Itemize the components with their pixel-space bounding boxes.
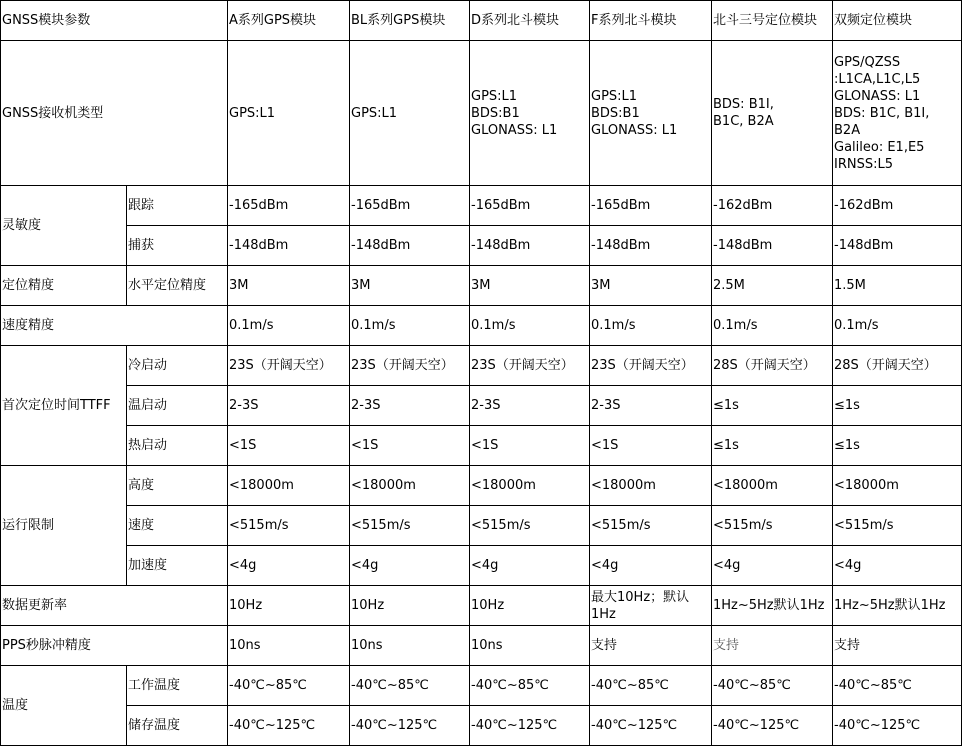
horizontal-accuracy-value: 3M [350,266,470,306]
storage-temp-value: -40℃~125℃ [350,706,470,746]
header-param-label: GNSS模块参数 [1,1,228,41]
cold-start-label: 冷启动 [127,346,228,386]
hot-start-value: <1S [470,426,590,466]
update-rate-value: 10Hz [470,586,590,626]
header-col-f: F系列北斗模块 [590,1,712,41]
acquisition-value: -148dBm [350,226,470,266]
limits-altitude-row [1,466,962,506]
hot-start-value: ≤1s [833,426,962,466]
storage-temp-value: -40℃~125℃ [228,706,350,746]
horizontal-accuracy-value: 2.5M [712,266,833,306]
altitude-value: <18000m [833,466,962,506]
storage-temp-value: -40℃~125℃ [833,706,962,746]
storage-temp-value: -40℃~125℃ [470,706,590,746]
cold-start-value: 23S（开阔天空） [228,346,350,386]
altitude-value: <18000m [350,466,470,506]
update-rate-value: 1Hz~5Hz默认1Hz [712,586,833,626]
speed-value: <515m/s [470,506,590,546]
horizontal-accuracy-value: 3M [228,266,350,306]
horizontal-accuracy-value: 3M [470,266,590,306]
speed-value: <515m/s [590,506,712,546]
limits-label: 运行限制 [1,466,127,586]
altitude-label: 高度 [127,466,228,506]
velocity-accuracy-value: 0.1m/s [590,306,712,346]
speed-value: <515m/s [712,506,833,546]
sensitivity-acquisition-row [1,226,962,266]
velocity-accuracy-value: 0.1m/s [470,306,590,346]
pps-value: 10ns [350,626,470,666]
acceleration-value: <4g [590,546,712,586]
storage-temp-value: -40℃~125℃ [590,706,712,746]
cold-start-value: 23S（开阔天空） [350,346,470,386]
speed-value: <515m/s [350,506,470,546]
acceleration-value: <4g [350,546,470,586]
acquisition-value: -148dBm [228,226,350,266]
acceleration-label: 加速度 [127,546,228,586]
temperature-storage-row [1,706,962,746]
operating-temp-value: -40℃~85℃ [590,666,712,706]
header-col-bds3: 北斗三号定位模块 [712,1,833,41]
velocity-accuracy-value: 0.1m/s [712,306,833,346]
hot-start-label: 热启动 [127,426,228,466]
update-rate-row [1,586,962,626]
storage-temp-value: -40℃~125℃ [712,706,833,746]
warm-start-value: 2-3S [350,386,470,426]
temperature-label: 温度 [1,666,127,746]
receiver-type-value: GPS/QZSS :L1CA,L1C,L5 GLONASS: L1 BDS: B1C, B1I, B2A Galileo: E1,E5 IRNSS:L5 [833,41,962,186]
pps-value: 支持 [590,626,712,666]
update-rate-value: 最大10Hz；默认 1Hz [590,586,712,626]
speed-label: 速度 [127,506,228,546]
horizontal-accuracy-value: 3M [590,266,712,306]
pps-value: 支持 [833,626,962,666]
warm-start-value: ≤1s [712,386,833,426]
cold-start-value: 28S（开阔天空） [712,346,833,386]
warm-start-value: ≤1s [833,386,962,426]
limits-acceleration-row [1,546,962,586]
acquisition-value: -148dBm [590,226,712,266]
ttff-cold-row [1,346,962,386]
velocity-accuracy-value: 0.1m/s [228,306,350,346]
cold-start-value: 23S（开阔天空） [470,346,590,386]
ttff-label: 首次定位时间TTFF [1,346,127,466]
temperature-operating-row [1,666,962,706]
warm-start-label: 温启动 [127,386,228,426]
receiver-type-row [1,41,962,186]
tracking-value: -165dBm [228,186,350,226]
altitude-value: <18000m [470,466,590,506]
hot-start-value: <1S [350,426,470,466]
altitude-value: <18000m [228,466,350,506]
acquisition-value: -148dBm [712,226,833,266]
hot-start-value: <1S [228,426,350,466]
ttff-warm-row [1,386,962,426]
warm-start-value: 2-3S [470,386,590,426]
sensitivity-label: 灵敏度 [1,186,127,266]
acceleration-value: <4g [712,546,833,586]
tracking-value: -162dBm [833,186,962,226]
update-rate-value: 10Hz [350,586,470,626]
altitude-value: <18000m [712,466,833,506]
pps-value: 10ns [228,626,350,666]
operating-temp-value: -40℃~85℃ [228,666,350,706]
header-col-bl: BL系列GPS模块 [350,1,470,41]
header-col-d: D系列北斗模块 [470,1,590,41]
receiver-type-value: GPS:L1 [228,41,350,186]
velocity-accuracy-value: 0.1m/s [350,306,470,346]
operating-temp-value: -40℃~85℃ [833,666,962,706]
hot-start-value: <1S [590,426,712,466]
accuracy-label: 定位精度 [1,266,127,306]
acquisition-value: -148dBm [470,226,590,266]
header-col-dual: 双频定位模块 [833,1,962,41]
update-rate-value: 1Hz~5Hz默认1Hz [833,586,962,626]
tracking-value: -165dBm [350,186,470,226]
warm-start-value: 2-3S [590,386,712,426]
acceleration-value: <4g [228,546,350,586]
header-row [1,1,962,41]
tracking-label: 跟踪 [127,186,228,226]
acquisition-value: -148dBm [833,226,962,266]
cold-start-value: 28S（开阔天空） [833,346,962,386]
speed-value: <515m/s [228,506,350,546]
receiver-type-label: GNSS接收机类型 [1,41,228,186]
horizontal-accuracy-label: 水平定位精度 [127,266,228,306]
velocity-accuracy-value: 0.1m/s [833,306,962,346]
altitude-value: <18000m [590,466,712,506]
header-col-a: A系列GPS模块 [228,1,350,41]
hot-start-value: ≤1s [712,426,833,466]
acquisition-label: 捕获 [127,226,228,266]
acceleration-value: <4g [470,546,590,586]
receiver-type-value: GPS:L1 [350,41,470,186]
cold-start-value: 23S（开阔天空） [590,346,712,386]
tracking-value: -162dBm [712,186,833,226]
operating-temp-value: -40℃~85℃ [470,666,590,706]
tracking-value: -165dBm [590,186,712,226]
speed-value: <515m/s [833,506,962,546]
operating-temp-value: -40℃~85℃ [350,666,470,706]
pps-row [1,626,962,666]
pps-value: 10ns [470,626,590,666]
acceleration-value: <4g [833,546,962,586]
operating-temp-label: 工作温度 [127,666,228,706]
pps-value: 支持 [712,626,833,666]
ttff-hot-row [1,426,962,466]
receiver-type-value: GPS:L1 BDS:B1 GLONASS: L1 [590,41,712,186]
accuracy-row [1,266,962,306]
storage-temp-label: 储存温度 [127,706,228,746]
horizontal-accuracy-value: 1.5M [833,266,962,306]
update-rate-label: 数据更新率 [1,586,228,626]
receiver-type-value: GPS:L1 BDS:B1 GLONASS: L1 [470,41,590,186]
pps-label: PPS秒脉冲精度 [1,626,228,666]
receiver-type-value: BDS: B1I, B1C, B2A [712,41,833,186]
limits-speed-row [1,506,962,546]
velocity-accuracy-row [1,306,962,346]
velocity-accuracy-label: 速度精度 [1,306,228,346]
sensitivity-tracking-row [1,186,962,226]
tracking-value: -165dBm [470,186,590,226]
operating-temp-value: -40℃~85℃ [712,666,833,706]
update-rate-value: 10Hz [228,586,350,626]
warm-start-value: 2-3S [228,386,350,426]
